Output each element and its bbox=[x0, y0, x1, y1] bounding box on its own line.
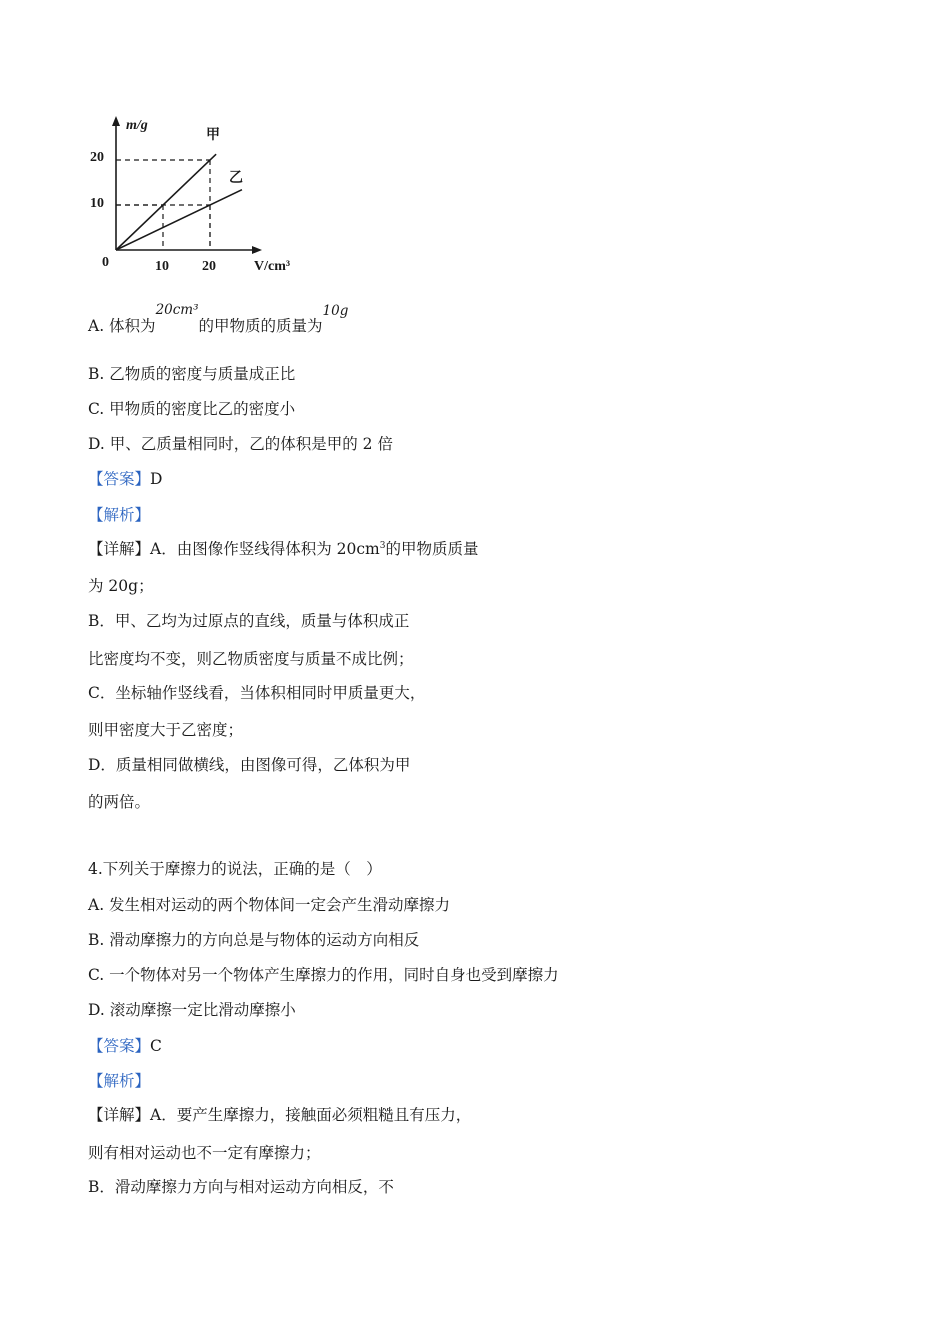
y-axis-label: m/g bbox=[126, 118, 148, 133]
q4-detail-tag: 【详解】 bbox=[88, 1106, 151, 1124]
q3-detail-a-line2: 为 20g； bbox=[88, 577, 154, 595]
q3-detail-a-text2: 的甲物质质量 bbox=[385, 540, 479, 558]
q3-detail-c-line2: 则甲密度大于乙密度； bbox=[88, 721, 244, 739]
q3-option-a-prefix: A. 体积为 bbox=[88, 317, 156, 335]
q4-option-b: B. 滑动摩擦力的方向总是与物体的运动方向相反 bbox=[88, 931, 420, 949]
q3-detail-a-sup: 3 bbox=[379, 540, 386, 551]
y-tick-20: 20 bbox=[90, 150, 104, 165]
q3-answer bbox=[88, 469, 162, 489]
q4-detail-a-text1: A．要产生摩擦力，接触面必须粗糙且有压力， bbox=[150, 1106, 472, 1124]
q4-answer-tag: 【答案】 bbox=[88, 1037, 151, 1055]
mass-volume-graph bbox=[86, 114, 316, 279]
q3-detail-a-text1: A．由图像作竖线得体积为 20cm bbox=[150, 540, 380, 558]
q4-detail-b-line1: B．滑动摩擦力方向与相对运动方向相反，不 bbox=[88, 1178, 394, 1196]
q3-detail-d-line1: D．质量相同做横线，由图像可得，乙体积为甲 bbox=[88, 756, 411, 774]
y-tick-10: 10 bbox=[90, 196, 104, 211]
line-jia-label: 甲 bbox=[206, 128, 220, 143]
line-yi-label: 乙 bbox=[229, 171, 243, 186]
q3-option-a-mass: 10g bbox=[322, 303, 349, 319]
q4-option-a: A. 发生相对运动的两个物体间一定会产生滑动摩擦力 bbox=[88, 896, 451, 914]
q3-option-a bbox=[88, 302, 348, 342]
q4-answer-value: C bbox=[150, 1037, 162, 1055]
q3-answer-value: D bbox=[150, 470, 163, 488]
q3-option-a-mid: 的甲物质的质量为 bbox=[198, 317, 323, 335]
q3-detail-b-line2: 比密度均不变，则乙物质密度与质量不成比例； bbox=[88, 650, 414, 668]
q3-option-a-volume: 20cm³ bbox=[155, 302, 199, 318]
series-line-乙 bbox=[116, 190, 242, 250]
q3-detail-b-line1: B．甲、乙均为过原点的直线，质量与体积成正 bbox=[88, 612, 410, 630]
q4-option-c: C. 一个物体对另一个物体产生摩擦力的作用，同时自身也受到摩擦力 bbox=[88, 966, 559, 984]
q3-detail-tag: 【详解】 bbox=[88, 540, 151, 558]
x-tick-10: 10 bbox=[155, 259, 169, 274]
q3-detail-d-line2: 的两倍。 bbox=[88, 793, 151, 811]
origin-label: 0 bbox=[102, 255, 109, 270]
x-axis-label: V/cm³ bbox=[254, 259, 291, 274]
q4-detail-a-line2: 则有相对运动也不一定有摩擦力； bbox=[88, 1144, 321, 1162]
q3-answer-tag: 【答案】 bbox=[88, 470, 151, 488]
q3-detail-c-line1: C．坐标轴作竖线看，当体积相同时甲质量更大， bbox=[88, 684, 426, 702]
series-line-甲 bbox=[116, 154, 216, 250]
q4-stem: 4.下列关于摩擦力的说法，正确的是（ ） bbox=[88, 860, 382, 878]
q3-detail-a-line1 bbox=[88, 539, 479, 559]
q4-detail-a-line1 bbox=[88, 1105, 471, 1125]
q3-analysis-tag: 【解析】 bbox=[88, 506, 151, 524]
q4-option-d: D. 滚动摩擦一定比滑动摩擦小 bbox=[88, 1001, 296, 1019]
x-axis bbox=[116, 246, 262, 254]
x-tick-20: 20 bbox=[202, 259, 216, 274]
q3-option-c: C. 甲物质的密度比乙的密度小 bbox=[88, 400, 296, 418]
q4-answer bbox=[88, 1036, 162, 1056]
q4-analysis-tag: 【解析】 bbox=[88, 1072, 151, 1090]
y-axis bbox=[112, 116, 120, 250]
q3-option-d: D. 甲、乙质量相同时，乙的体积是甲的 2 倍 bbox=[88, 435, 393, 453]
q3-option-b: B. 乙物质的密度与质量成正比 bbox=[88, 365, 296, 383]
